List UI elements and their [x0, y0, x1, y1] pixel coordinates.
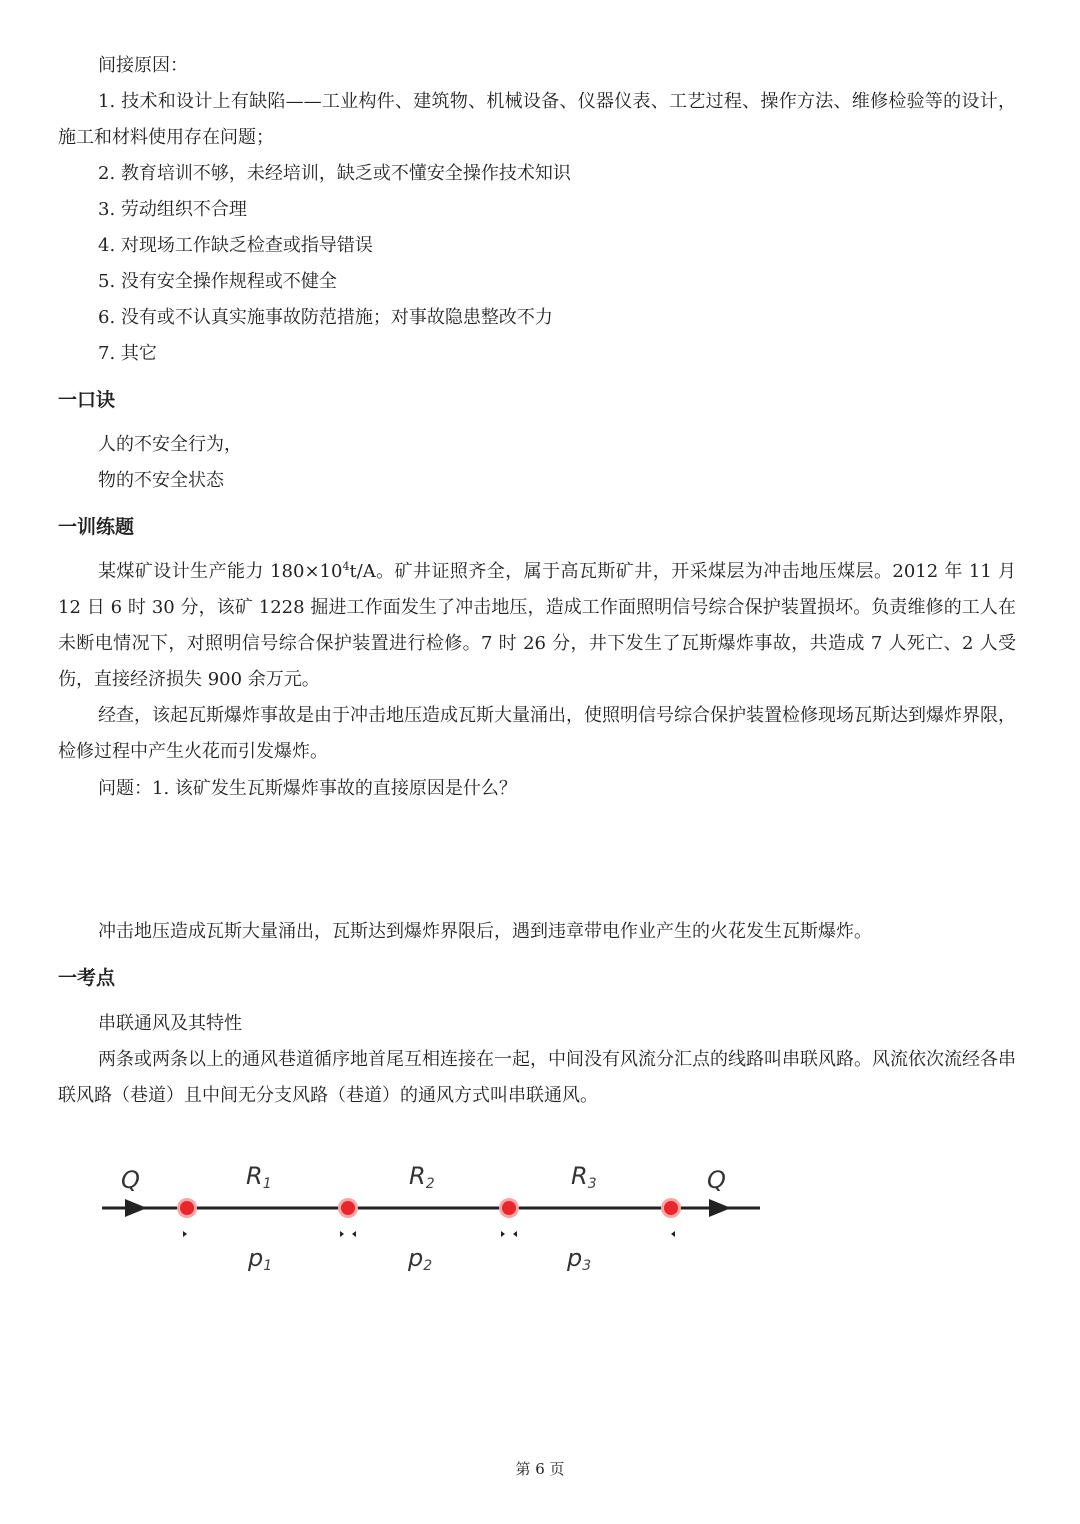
exercise-p1-before: 某煤矿设计生产能力 180×10 — [98, 561, 343, 582]
resistance-label-3 — [571, 1162, 597, 1192]
resistance-label-1 — [246, 1162, 272, 1192]
flow-label-out: Q — [707, 1166, 726, 1194]
exam-point-body: 两条或两条以上的通风巷道循序地首尾互相连接在一起，中间没有风流分汇点的线路叫串联风路。风流依次流经各串联风路（巷道）且中间无分支风路（巷道）的通风方式叫串联通风。 — [58, 1049, 1016, 1106]
pressure-label-3 — [566, 1244, 591, 1274]
cause-item-3-num: 3. — [98, 199, 116, 220]
pressure-3-symbol: p — [567, 1244, 583, 1272]
cause-item-4-num: 4. — [98, 235, 116, 256]
node-2 — [341, 1201, 355, 1215]
pressure-3-sub: 3 — [582, 1258, 592, 1274]
cause-item-6-text: 没有或不认真实施事故防范措施；对事故隐患整改不力 — [120, 307, 553, 328]
span-marker-3-icon — [501, 1231, 517, 1237]
cause-item-2-text: 教育培训不够，未经培训，缺乏或不懂安全操作技术知识 — [120, 163, 571, 184]
pressure-label-2 — [407, 1244, 432, 1274]
cause-item-7-num: 7. — [98, 343, 116, 364]
exercise-paragraph-1 — [58, 554, 1016, 698]
exercise-paragraph-2: 经查，该起瓦斯爆炸事故是由于冲击地压造成瓦斯大量涌出，使照明信号综合保护装置检修现场瓦斯达到爆炸界限，检修过程中产生火花而引发爆炸。 — [58, 705, 1016, 762]
span-marker-4-icon — [671, 1231, 675, 1237]
cause-item-1 — [58, 84, 1016, 156]
exercise-p1-superscript: 4 — [342, 560, 350, 573]
cause-item-3 — [98, 198, 247, 222]
cause-item-4-text: 对现场工作缺乏检查或指导错误 — [120, 235, 373, 256]
cause-item-1-num: 1. — [98, 91, 116, 112]
cause-item-5-text: 没有安全操作规程或不健全 — [120, 271, 337, 292]
pressure-2-symbol: p — [408, 1244, 424, 1272]
cause-item-6 — [98, 306, 553, 330]
cause-item-5 — [98, 270, 337, 294]
cause-item-5-num: 5. — [98, 271, 116, 292]
resistance-label-2 — [409, 1162, 435, 1192]
node-3 — [502, 1201, 516, 1215]
flow-arrow-in-icon — [125, 1199, 147, 1217]
pressure-1-sub: 1 — [263, 1258, 273, 1274]
pressure-1-symbol: p — [248, 1244, 264, 1272]
pressure-2-sub: 2 — [423, 1258, 433, 1274]
section-title-indirect-causes: 间接原因： — [98, 55, 188, 76]
resistance-2-symbol: R — [409, 1162, 426, 1190]
cause-item-2-num: 2. — [98, 163, 116, 184]
resistance-3-symbol: R — [571, 1162, 588, 1190]
cause-item-7 — [98, 342, 157, 366]
exercise-question: 问题：1. 该矿发生瓦斯爆炸事故的直接原因是什么？ — [98, 778, 517, 799]
span-marker-2-icon — [340, 1231, 356, 1237]
span-marker-1-icon — [183, 1231, 187, 1237]
mnemonic-line-1: 人的不安全行为， — [98, 434, 242, 455]
cause-item-7-text: 其它 — [120, 343, 157, 364]
exercise-answer: 冲击地压造成瓦斯大量涌出，瓦斯达到爆炸界限后，遇到违章带电作业产生的火花发生瓦斯爆炸。 — [98, 921, 872, 942]
heading-mnemonic: 一口诀 — [58, 389, 116, 411]
heading-exam-point: 一考点 — [58, 967, 116, 989]
cause-item-1-text: 技术和设计上有缺陷——工业构件、建筑物、机械设备、仪器仪表、工艺过程、操作方法、维修检验等的设计，施工和材料使用存在问题； — [58, 91, 1016, 148]
page-number: 第 6 页 — [515, 1460, 565, 1478]
resistance-2-sub: 2 — [425, 1176, 435, 1192]
cause-item-6-num: 6. — [98, 307, 116, 328]
node-4 — [664, 1201, 678, 1215]
cause-item-4 — [98, 234, 373, 258]
heading-exercise: 一训练题 — [58, 516, 135, 538]
flow-arrow-out-icon — [709, 1199, 731, 1217]
series-ventilation-diagram — [95, 1148, 775, 1288]
node-1 — [180, 1201, 194, 1215]
cause-item-2 — [98, 162, 571, 186]
resistance-1-sub: 1 — [262, 1176, 272, 1192]
cause-item-3-text: 劳动组织不合理 — [120, 199, 247, 220]
pressure-label-1 — [247, 1244, 272, 1274]
resistance-1-symbol: R — [246, 1162, 263, 1190]
exercise-p1-after: t/A。矿井证照齐全，属于高瓦斯矿井，开采煤层为冲击地压煤层。2012 年 11 月 12 日 6 时 30 分，该矿 1228 掘进工作面发生了冲击地压，造成工作面照明信号综合保护装置损坏。负责维修的工人在未断电情况下，对照明信号综合保护装置进行检修。7 时 26 分，井下发生了瓦斯爆炸事故，共造成 7 人死亡、2 人受伤，直接经济损失 900 余万元。 — [58, 561, 1016, 690]
resistance-3-sub: 3 — [587, 1176, 597, 1192]
exam-point-subtitle: 串联通风及其特性 — [98, 1013, 242, 1034]
mnemonic-line-2: 物的不安全状态 — [98, 470, 224, 491]
flow-label-in: Q — [121, 1166, 140, 1194]
